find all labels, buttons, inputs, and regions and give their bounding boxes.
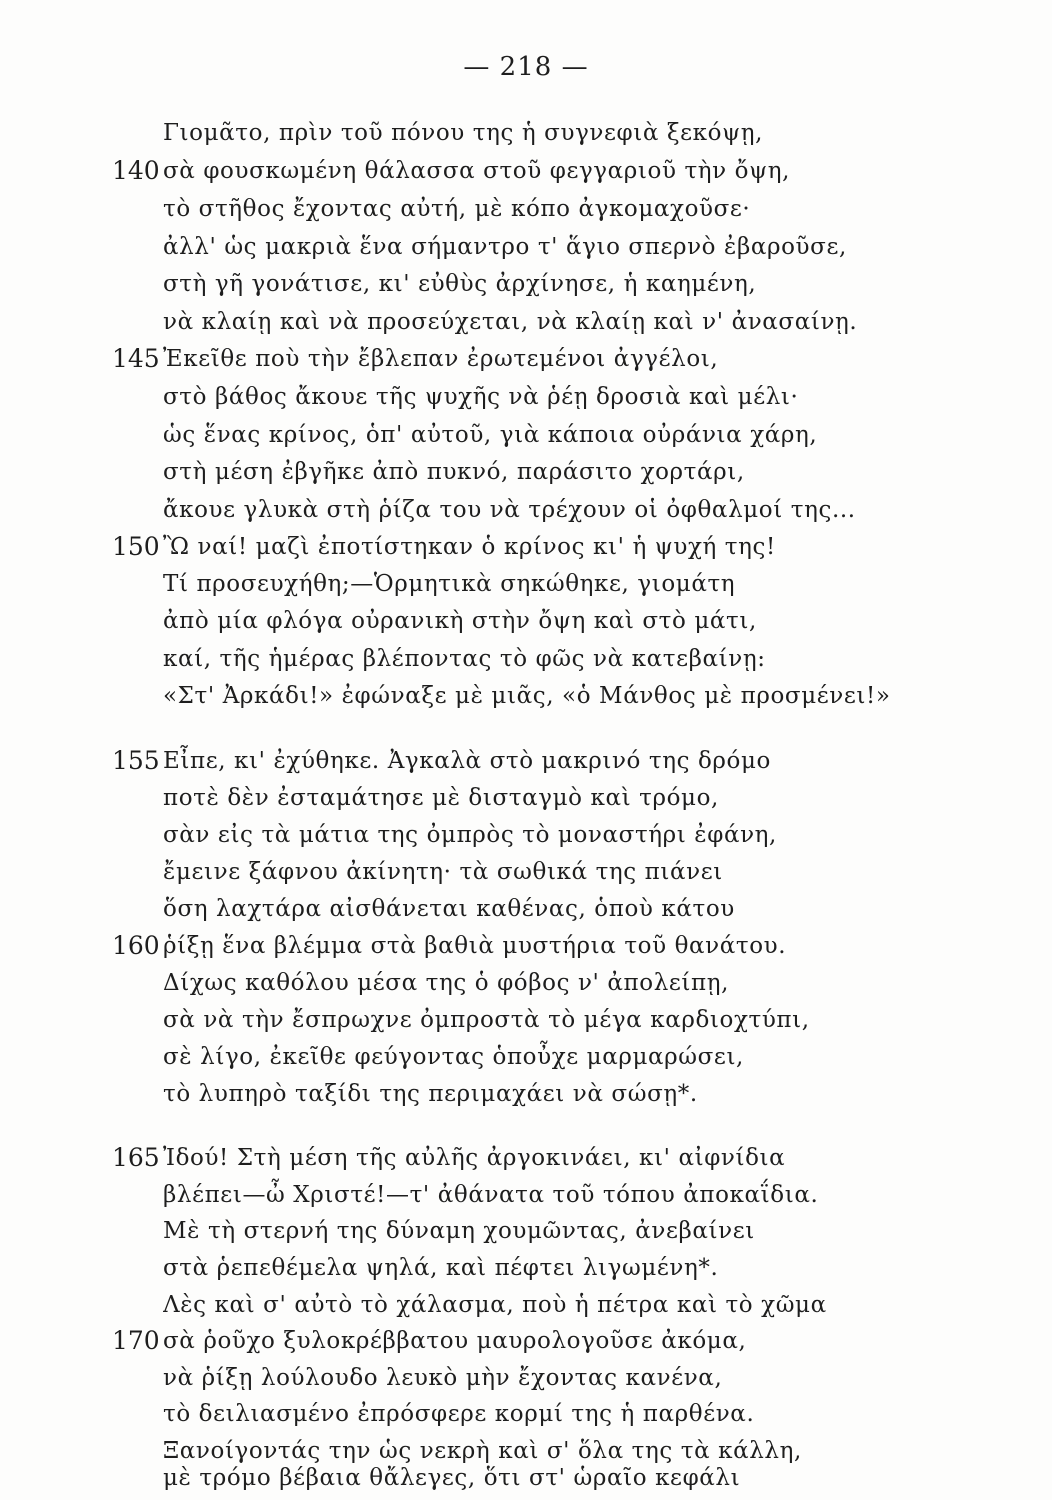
verse-line [0, 339, 1052, 379]
verse-line [0, 415, 1052, 455]
verse-line [0, 1285, 1052, 1325]
verse-text: βλέπει—ὦ Χριστέ!—τ' ἀθάνατα τοῦ τόπου ἀποκαΐδια. [163, 1182, 819, 1208]
verse-text: Εἶπε, κι' ἐχύθηκε. Ἀγκαλὰ στὸ μακρινό της δρόμο [163, 748, 771, 774]
verse-text: ῥίξῃ ἕνα βλέμμα στὰ βαθιὰ μυστήρια τοῦ θανάτου. [163, 933, 787, 959]
verse-line [0, 601, 1052, 641]
verse-text: Δίχως καθόλου μέσα της ὁ φόβος ν' ἀπολείπῃ, [163, 970, 730, 996]
verse-line [0, 1138, 1052, 1178]
verse-text: Μὲ τὴ στερνή της δύναμη χουμῶντας, ἀνεβαίνει [163, 1218, 755, 1244]
verse-text: ἔμεινε ξάφνου ἀκίνητη· τὰ σωθικά της πιάνει [163, 859, 723, 885]
verse-line [0, 490, 1052, 530]
verse-text: Ξανοίγοντάς την ὡς νεκρὴ καὶ σ' ὅλα της τὰ κάλλη, [163, 1438, 802, 1464]
verse-text: νὰ κλαίῃ καὶ νὰ προσεύχεται, νὰ κλαίῃ καὶ ν' ἀνασαίνῃ. [163, 309, 858, 335]
verse-line [0, 452, 1052, 492]
verse-line [0, 639, 1052, 679]
line-number: 150 [112, 532, 160, 561]
verse-text: στὴ γῆ γονάτισε, κι' εὐθὺς ἀρχίνησε, ἡ καημένη, [163, 271, 757, 297]
verse-line [0, 151, 1052, 191]
verse-text: σὰ νὰ τὴν ἔσπρωχνε ὀμπροστὰ τὸ μέγα καρδιοχτύπι, [163, 1007, 810, 1033]
verse-text: Ἐκεῖθε ποὺ τὴν ἔβλεπαν ἐρωτεμένοι ἀγγέλοι, [163, 346, 719, 372]
verse-line [0, 676, 1052, 716]
verse-text: νὰ ῥίξῃ λούλουδο λευκὸ μὴν ἔχοντας κανένα, [163, 1365, 723, 1391]
verse-line [0, 963, 1052, 1003]
verse-line [0, 852, 1052, 892]
line-number: 165 [112, 1143, 160, 1172]
verse-text: στὴ μέση ἐβγῆκε ἀπὸ πυκνό, παράσιτο χορτάρι, [163, 459, 745, 485]
verse-line [0, 815, 1052, 855]
verse-text: ἀπὸ μία φλόγα οὐρανικὴ στὴν ὄψη καὶ στὸ μάτι, [163, 608, 757, 634]
verse-text: Λὲς καὶ σ' αὐτὸ τὸ χάλασμα, ποὺ ἡ πέτρα καὶ τὸ χῶμα [163, 1292, 827, 1318]
verse-text: Ἰδού! Στὴ μέση τῆς αὐλῆς ἀργοκινάει, κι' αἰφνίδια [163, 1145, 786, 1171]
line-number: 145 [112, 344, 160, 373]
verse-line [0, 527, 1052, 567]
verse-line [0, 1458, 1052, 1498]
verse-line [0, 377, 1052, 417]
verse-text: σὰ φουσκωμένη θάλασσα στοῦ φεγγαριοῦ τὴν ὄψη, [163, 158, 791, 184]
verse-line [0, 1394, 1052, 1434]
verse-line [0, 1248, 1052, 1288]
line-number: 140 [112, 156, 160, 185]
line-number: 155 [112, 746, 160, 775]
verse-line [0, 564, 1052, 604]
verse-line [0, 889, 1052, 929]
verse-text: Γιομᾶτο, πρὶν τοῦ πόνου της ἡ συγνεφιὰ ξεκόψῃ, [163, 120, 764, 146]
verse-line [0, 1037, 1052, 1077]
verse-line [0, 1074, 1052, 1114]
verse-text: Τί προσευχήθη;—Ὁρμητικὰ σηκώθηκε, γιομάτη [163, 571, 736, 597]
verse-text: τὸ λυπηρὸ ταξίδι της περιμαχάει νὰ σώσῃ*. [163, 1081, 698, 1107]
verse-text: μὲ τρόμο βέβαια θἄλεγες, ὅτι στ' ὡραῖο κεφάλι [163, 1465, 741, 1491]
line-number: 160 [112, 931, 160, 960]
verse-text: ἀλλ' ὡς μακριὰ ἕνα σήμαντρο τ' ἅγιο σπερνὸ ἐβαροῦσε, [163, 234, 847, 260]
verse-line [0, 189, 1052, 229]
verse-text: σὰ ῥοῦχο ξυλοκρέββατου μαυρολογοῦσε ἀκόμα, [163, 1328, 747, 1354]
verse-text: σὲ λίγο, ἐκεῖθε φεύγοντας ὁποὖχε μαρμαρώσει, [163, 1044, 744, 1070]
verse-line [0, 113, 1052, 153]
verse-text: ἄκουε γλυκὰ στὴ ῥίζα του νὰ τρέχουν οἱ ὀφθαλμοί της... [163, 497, 856, 523]
verse-text: στὰ ῥεπεθέμελα ψηλά, καὶ πέφτει λιγωμένη*. [163, 1255, 719, 1281]
verse-line [0, 1175, 1052, 1215]
verse-text: «Στ' Ἀρκάδι!» ἐφώναξε μὲ μιᾶς, «ὁ Μάνθος μὲ προσμένει!» [163, 683, 891, 709]
verse-line [0, 1358, 1052, 1398]
verse-line [0, 302, 1052, 342]
verse-text: τὸ δειλιασμένο ἐπρόσφερε κορμί της ἡ παρθένα. [163, 1401, 755, 1427]
verse-line [0, 926, 1052, 966]
verse-line [0, 264, 1052, 304]
verse-line [0, 1321, 1052, 1361]
verse-text: ὡς ἕνας κρίνος, ὁπ' αὐτοῦ, γιὰ κάποια οὐράνια χάρη, [163, 422, 818, 448]
verse-line [0, 227, 1052, 267]
verse-line [0, 1211, 1052, 1251]
verse-text: Ὢ ναί! μαζὶ ἐποτίστηκαν ὁ κρίνος κι' ἡ ψυχή της! [163, 534, 776, 560]
verse-text: καί, τῆς ἡμέρας βλέποντας τὸ φῶς νὰ κατεβαίνῃ: [163, 646, 766, 672]
verse-text: στὸ βάθος ἄκουε τῆς ψυχῆς νὰ ῥέῃ δροσιὰ καὶ μέλι· [163, 384, 799, 410]
verse-line [0, 778, 1052, 818]
verse-text: σὰν εἰς τὰ μάτια της ὀμπρὸς τὸ μοναστήρι ἐφάνη, [163, 822, 777, 848]
verse-text: ὅση λαχτάρα αἰσθάνεται καθένας, ὁποὺ κάτου [163, 896, 735, 922]
verse-line [0, 741, 1052, 781]
verse-text: τὸ στῆθος ἔχοντας αὐτή, μὲ κόπο ἀγκομαχοῦσε· [163, 196, 751, 222]
line-number: 170 [112, 1326, 160, 1355]
page-number: — 218 — [463, 52, 589, 82]
verse-text: ποτὲ δὲν ἐσταμάτησε μὲ δισταγμὸ καὶ τρόμο, [163, 785, 719, 811]
verse-line [0, 1000, 1052, 1040]
